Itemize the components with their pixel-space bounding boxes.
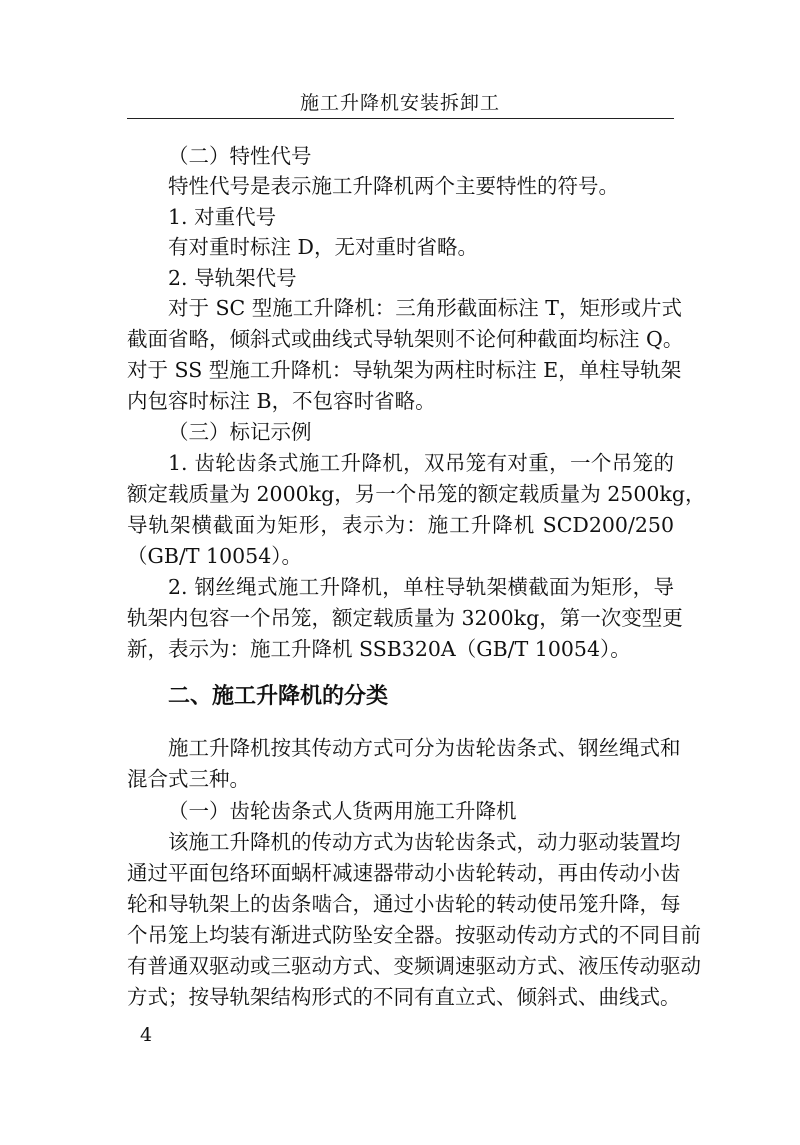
paragraph-line: 该施工升降机的传动方式为齿轮齿条式，动力驱动装置均 [168, 830, 681, 854]
running-header-title: 施工升降机安装拆卸工 [299, 92, 500, 114]
subheading-characteristic-code: （二）特性代号 [168, 144, 312, 168]
subheading-marking-examples: （三）标记示例 [168, 420, 312, 444]
header-rule [127, 118, 674, 119]
subheading-guide-rail-code: 2. 导轨架代号 [168, 266, 297, 290]
paragraph-line: 个吊笼上均装有渐进式防坠安全器。按驱动传动方式的不同目前 [127, 923, 701, 947]
paragraph-line: 对于 SS 型施工升降机：导轨架为两柱时标注 E，单柱导轨架 [127, 358, 682, 382]
paragraph-line: 施工升降机按其传动方式可分为齿轮齿条式、钢丝绳式和 [168, 736, 681, 760]
paragraph-line: 轮和导轨架上的齿条啮合，通过小齿轮的转动使吊笼升降，每 [127, 892, 681, 916]
paragraph-line: 截面省略，倾斜式或曲线式导轨架则不论何种截面均标注 Q。 [127, 327, 684, 351]
paragraph-line: 通过平面包络环面蜗杆减速器带动小齿轮转动，再由传动小齿 [127, 861, 681, 885]
paragraph-line: 特性代号是表示施工升降机两个主要特性的符号。 [168, 174, 619, 198]
paragraph-line: 新，表示为：施工升降机 SSB320A（GB/T 10054）。 [127, 637, 631, 661]
subheading-rack-pinion-hoist: （一）齿轮齿条式人货两用施工升降机 [168, 799, 517, 823]
subheading-counterweight-code: 1. 对重代号 [168, 205, 277, 229]
paragraph-line: 内包容时标注 B，不包容时省略。 [127, 389, 436, 413]
paragraph-line: 对于 SC 型施工升降机：三角形截面标注 T，矩形或片式 [168, 296, 682, 320]
paragraph-line: 有普通双驱动或三驱动方式、变频调速驱动方式、液压传动驱动 [127, 954, 701, 978]
paragraph-line: 方式；按导轨架结构形式的不同有直立式、倾斜式、曲线式。 [127, 985, 681, 1009]
paragraph-line: 导轨架横截面为矩形，表示为：施工升降机 SCD200/250 [127, 513, 674, 537]
paragraph-line: 额定载质量为 2000kg，另一个吊笼的额定载质量为 2500kg， [127, 482, 706, 506]
paragraph-line: 有对重时标注 D，无对重时省略。 [168, 235, 478, 259]
paragraph-line: 轨架内包容一个吊笼，额定载质量为 3200kg，第一次变型更 [127, 606, 683, 630]
paragraph-line: 混合式三种。 [127, 767, 250, 791]
page-number: 4 [140, 1024, 153, 1046]
section-heading-classification: 二、施工升降机的分类 [168, 684, 389, 709]
paragraph-line: 2. 钢丝绳式施工升降机，单柱导轨架横截面为矩形，导 [168, 575, 674, 599]
paragraph-line: 1. 齿轮齿条式施工升降机，双吊笼有对重，一个吊笼的 [168, 451, 674, 475]
paragraph-line: （GB/T 10054）。 [127, 544, 303, 568]
